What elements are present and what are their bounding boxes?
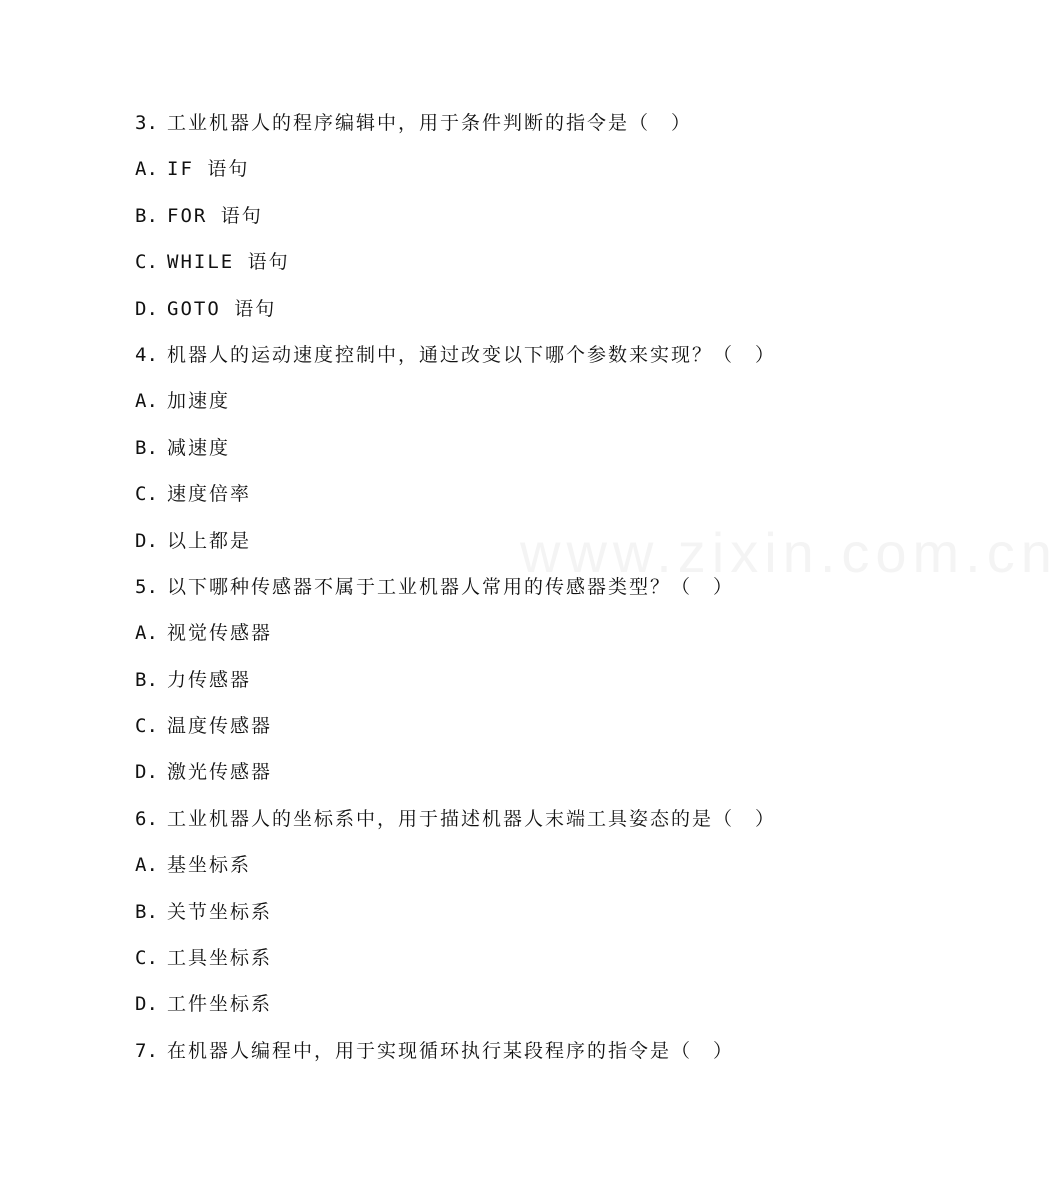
option-5a bbox=[135, 618, 835, 664]
option-letter: A. bbox=[135, 158, 158, 181]
option-text: 工件坐标系 bbox=[167, 993, 273, 1016]
option-4a bbox=[135, 386, 835, 432]
option-text: 以上都是 bbox=[167, 529, 252, 552]
option-letter: A. bbox=[135, 390, 158, 413]
question-7 bbox=[135, 1036, 835, 1082]
question-number: 3. bbox=[135, 112, 158, 134]
option-4c bbox=[135, 479, 835, 525]
option-letter: D. bbox=[135, 761, 158, 784]
question-text: 在机器人编程中，用于实现循环执行某段程序的指令是（ ） bbox=[167, 1039, 735, 1062]
option-5c bbox=[135, 711, 835, 757]
option-5b bbox=[135, 665, 835, 711]
option-3b bbox=[135, 201, 835, 247]
option-text: IF 语句 bbox=[167, 158, 250, 181]
option-text: WHILE 语句 bbox=[167, 251, 290, 274]
option-text: 加速度 bbox=[167, 390, 231, 413]
option-4b bbox=[135, 433, 835, 479]
option-letter: B. bbox=[135, 668, 158, 691]
question-number: 5. bbox=[135, 575, 158, 598]
question-5 bbox=[135, 572, 835, 618]
option-text: 速度倍率 bbox=[167, 483, 252, 506]
option-6d bbox=[135, 989, 835, 1035]
question-text: 以下哪种传感器不属于工业机器人常用的传感器类型？（ ） bbox=[167, 575, 735, 598]
option-text: 视觉传感器 bbox=[167, 622, 273, 645]
watermark: www.zixin.com.cn bbox=[520, 521, 1058, 584]
option-text: 力传感器 bbox=[167, 668, 252, 691]
option-letter: B. bbox=[135, 900, 158, 923]
option-3d bbox=[135, 294, 835, 340]
option-text: 关节坐标系 bbox=[167, 900, 273, 923]
option-letter: B. bbox=[135, 204, 158, 227]
question-3 bbox=[135, 108, 835, 154]
option-3a bbox=[135, 154, 835, 200]
option-5d bbox=[135, 757, 835, 803]
option-text: 温度传感器 bbox=[167, 715, 273, 738]
question-text: 机器人的运动速度控制中，通过改变以下哪个参数来实现？（ ） bbox=[167, 343, 777, 366]
option-letter: C. bbox=[135, 715, 158, 738]
option-6b bbox=[135, 897, 835, 943]
option-text: 基坐标系 bbox=[167, 854, 252, 877]
option-letter: C. bbox=[135, 947, 158, 970]
question-number: 7. bbox=[135, 1039, 158, 1062]
option-3c bbox=[135, 247, 835, 293]
option-text: 减速度 bbox=[167, 436, 231, 459]
option-6c bbox=[135, 943, 835, 989]
question-list bbox=[135, 108, 835, 1082]
question-4 bbox=[135, 340, 835, 386]
option-text: FOR 语句 bbox=[167, 204, 263, 227]
option-letter: D. bbox=[135, 993, 158, 1016]
option-text: GOTO 语句 bbox=[167, 297, 277, 320]
option-letter: C. bbox=[135, 251, 158, 274]
question-number: 6. bbox=[135, 807, 158, 830]
question-text: 工业机器人的坐标系中，用于描述机器人末端工具姿态的是（ ） bbox=[167, 807, 777, 830]
question-number: 4. bbox=[135, 343, 158, 366]
option-6a bbox=[135, 850, 835, 896]
option-letter: A. bbox=[135, 854, 158, 877]
option-letter: D. bbox=[135, 297, 158, 320]
option-letter: C. bbox=[135, 483, 158, 506]
option-letter: A. bbox=[135, 622, 158, 645]
option-text: 激光传感器 bbox=[167, 761, 273, 784]
option-letter: D. bbox=[135, 529, 158, 552]
option-4d bbox=[135, 526, 835, 572]
option-text: 工具坐标系 bbox=[167, 947, 273, 970]
option-letter: B. bbox=[135, 436, 158, 459]
question-6 bbox=[135, 804, 835, 850]
question-text: 工业机器人的程序编辑中，用于条件判断的指令是（ ） bbox=[167, 112, 693, 134]
